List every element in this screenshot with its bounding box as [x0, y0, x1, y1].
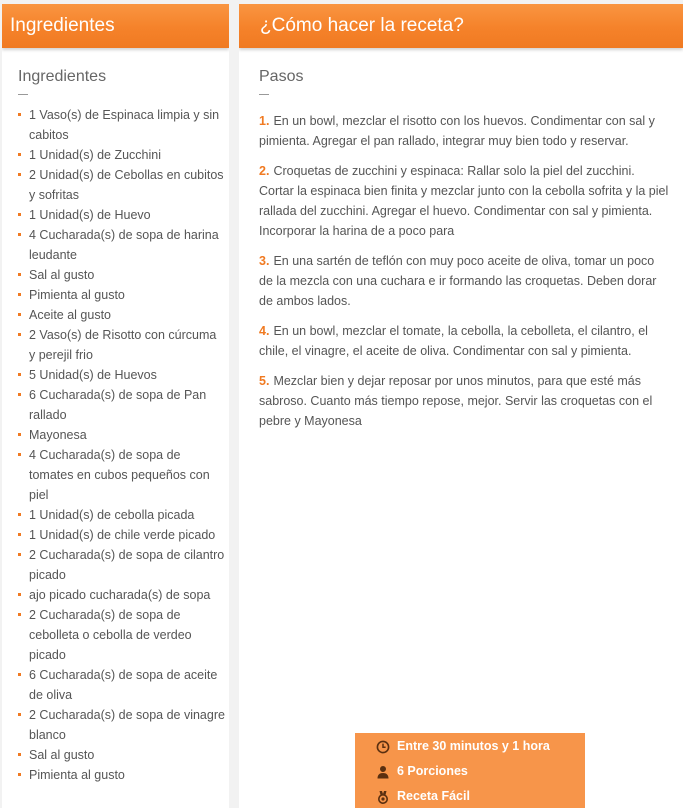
ingredient-text: 1 Unidad(s) de Huevo	[29, 208, 151, 222]
ingredient-item	[17, 605, 225, 665]
step-number: 2.	[259, 164, 270, 178]
ingredient-text: 1 Unidad(s) de Zucchini	[29, 148, 162, 162]
bullet-icon	[18, 673, 21, 676]
bullet-icon	[18, 453, 21, 456]
ingredient-item	[17, 365, 225, 385]
ingredient-text: 2 Unidad(s) de Cebollas en cubitos y sofritas	[29, 168, 224, 202]
bullet-icon	[18, 373, 21, 376]
step-item	[259, 371, 671, 431]
step-item	[259, 251, 671, 311]
difficulty-info	[355, 784, 585, 808]
ingredient-item	[17, 285, 225, 305]
ingredient-item	[17, 545, 225, 585]
bullet-icon	[18, 333, 21, 336]
ingredient-text: Sal al gusto	[29, 268, 95, 282]
steps-panel	[239, 4, 683, 808]
step-item	[259, 111, 671, 151]
ingredient-item	[17, 385, 225, 425]
ingredient-text: 4 Cucharada(s) de sopa de tomates en cubos pequeños con piel	[29, 448, 210, 502]
step-number: 3.	[259, 254, 270, 268]
step-number: 1.	[259, 114, 270, 128]
ingredient-text: ajo picado cucharada(s) de sopa	[29, 588, 211, 602]
bullet-icon	[18, 273, 21, 276]
steps-header: ¿Cómo hacer la receta?	[239, 4, 683, 48]
step-text: En un bowl, mezclar el tomate, la cebolla, la cebolleta, el cilantro, el chile, el vinagre, el aceite de oliva. Condimentar con sal y pimienta.	[259, 324, 648, 358]
recipe-info-box	[355, 733, 585, 808]
ingredient-item	[17, 505, 225, 525]
ingredient-item	[17, 665, 225, 705]
ingredients-panel	[2, 4, 229, 808]
step-text: Croquetas de zucchini y espinaca: Rallar solo la piel del zucchini. Cortar la espinaca bien finita y mezclar junto con la cebolla sofrita y la piel rallada del zucchini. Agregar el huevo. Condimentar con sal y pimienta. Incorporar la harina de a poco para	[259, 164, 669, 238]
bullet-icon	[18, 393, 21, 396]
bullet-icon	[18, 293, 21, 296]
step-list	[259, 111, 671, 431]
step-text: En un bowl, mezclar el risotto con los huevos. Condimentar con sal y pimienta. Agregar el pan rallado, integrar muy bien todo y reservar.	[259, 114, 655, 148]
ingredient-item	[17, 105, 225, 145]
person-icon	[376, 765, 390, 779]
ingredient-item	[17, 305, 225, 325]
ingredient-item	[17, 225, 225, 265]
time-info	[355, 734, 585, 759]
ingredient-item	[17, 705, 225, 745]
ingredient-list	[17, 105, 225, 785]
bullet-icon	[18, 153, 21, 156]
ingredient-text: 1 Vaso(s) de Espinaca limpia y sin cabitos	[29, 108, 220, 142]
bullet-icon	[18, 753, 21, 756]
ingredient-item	[17, 265, 225, 285]
ingredient-item	[17, 165, 225, 205]
steps-section-title: Pasos	[259, 68, 304, 85]
bullet-icon	[18, 773, 21, 776]
step-text: En una sartén de teflón con muy poco aceite de oliva, tomar un poco de la mezcla con una cuchara e ir formando las croquetas. Deben dorar de ambos lados.	[259, 254, 657, 308]
bullet-icon	[18, 713, 21, 716]
ingredient-item	[17, 765, 225, 785]
step-number: 5.	[259, 374, 270, 388]
title-divider	[259, 94, 269, 95]
ingredients-header: Ingredientes	[2, 4, 229, 48]
ingredient-text: 2 Cucharada(s) de sopa de cebolleta o cebolla de verdeo picado	[29, 608, 192, 662]
bullet-icon	[18, 553, 21, 556]
ingredient-text: Pimienta al gusto	[29, 288, 125, 302]
ingredient-item	[17, 325, 225, 365]
step-text: Mezclar bien y dejar reposar por unos minutos, para que esté más sabroso. Cuanto más tiempo repose, mejor. Servir las croquetas con el pebre y Mayonesa	[259, 374, 653, 428]
bullet-icon	[18, 593, 21, 596]
ingredient-text: Sal al gusto	[29, 748, 95, 762]
ingredient-text: 2 Vaso(s) de Risotto con cúrcuma y perejil frio	[29, 328, 217, 362]
medal-icon	[376, 790, 390, 804]
clock-icon	[376, 740, 390, 754]
ingredient-item	[17, 585, 225, 605]
step-item	[259, 321, 671, 361]
ingredient-text: 6 Cucharada(s) de sopa de aceite de oliva	[29, 668, 218, 702]
ingredient-text: 4 Cucharada(s) de sopa de harina leudante	[29, 228, 219, 262]
ingredient-item	[17, 205, 225, 225]
bullet-icon	[18, 433, 21, 436]
servings-label: 6 Porciones	[397, 764, 468, 778]
title-divider	[18, 94, 28, 95]
ingredient-text: 5 Unidad(s) de Huevos	[29, 368, 157, 382]
bullet-icon	[18, 173, 21, 176]
ingredient-text: Mayonesa	[29, 428, 87, 442]
ingredient-text: 2 Cucharada(s) de sopa de cilantro picado	[29, 548, 225, 582]
servings-info	[355, 759, 585, 784]
bullet-icon	[18, 313, 21, 316]
ingredient-item	[17, 145, 225, 165]
ingredient-text: 2 Cucharada(s) de sopa de vinagre blanco	[29, 708, 225, 742]
ingredient-text: Pimienta al gusto	[29, 768, 125, 782]
bullet-icon	[18, 533, 21, 536]
ingredient-item	[17, 425, 225, 445]
ingredient-item	[17, 445, 225, 505]
ingredient-text: 6 Cucharada(s) de sopa de Pan rallado	[29, 388, 207, 422]
bullet-icon	[18, 613, 21, 616]
step-number: 4.	[259, 324, 270, 338]
bullet-icon	[18, 213, 21, 216]
time-label: Entre 30 minutos y 1 hora	[397, 739, 550, 753]
bullet-icon	[18, 513, 21, 516]
ingredient-text: 1 Unidad(s) de cebolla picada	[29, 508, 195, 522]
ingredient-item	[17, 525, 225, 545]
difficulty-label: Receta Fácil	[397, 789, 470, 803]
ingredient-item	[17, 745, 225, 765]
bullet-icon	[18, 113, 21, 116]
bullet-icon	[18, 233, 21, 236]
ingredients-section-title: Ingredientes	[18, 68, 107, 85]
step-item	[259, 161, 671, 241]
ingredient-text: 1 Unidad(s) de chile verde picado	[29, 528, 216, 542]
ingredient-text: Aceite al gusto	[29, 308, 111, 322]
